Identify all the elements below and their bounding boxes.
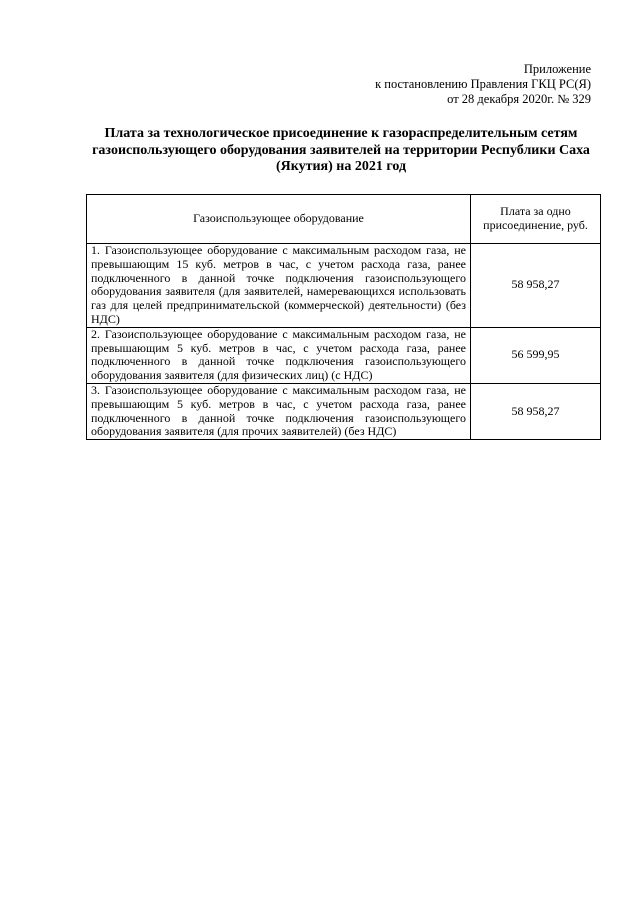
- equipment-description: 2. Газоиспользующее оборудование с максимальным расходом газа, не превышающим 5 куб. метров в час, с учетом расхода газа, ранее подключенного в данной точке подключения газоиспользующего оборудования заявителя (для физических лиц) (с НДС): [87, 327, 471, 383]
- equipment-description: 3. Газоиспользующее оборудование с максимальным расходом газа, не превышающим 5 куб. метров в час, с учетом расхода газа, ранее подключенного в данной точке подключения газоиспользующего оборудования заявителя (для прочих заявителей) (без НДС): [87, 383, 471, 439]
- fee-value: 56 599,95: [471, 327, 601, 383]
- fee-table: [86, 194, 601, 440]
- appendix-date-number: от 28 декабря 2020г. № 329: [447, 92, 591, 106]
- column-header-fee: Плата за одно присоединение, руб.: [471, 195, 601, 244]
- table-row: [87, 244, 601, 328]
- appendix-header: [375, 62, 591, 107]
- table-row: [87, 383, 601, 439]
- table-row: [87, 327, 601, 383]
- fee-value: 58 958,27: [471, 383, 601, 439]
- appendix-resolution: к постановлению Правления ГКЦ РС(Я): [375, 77, 591, 91]
- document-title: Плата за технологическое присоединение к газораспределительным сетям газоиспользующего оборудования заявителей на территории Республики Саха (Якутия) на 2021 год: [92, 126, 590, 174]
- equipment-description: 1. Газоиспользующее оборудование с максимальным расходом газа, не превышающим 15 куб. метров в час, с учетом расхода газа, ранее подключенного в данной точке подключения газоиспользующего оборудования заявителя (для заявителей, намеревающихся использовать газ для целей предпринимательской (коммерческой) деятельности) (без НДС): [87, 244, 471, 328]
- fee-value: 58 958,27: [471, 244, 601, 328]
- column-header-equipment: Газоиспользующее оборудование: [87, 195, 471, 244]
- appendix-label: Приложение: [523, 62, 591, 76]
- table-header-row: [87, 195, 601, 244]
